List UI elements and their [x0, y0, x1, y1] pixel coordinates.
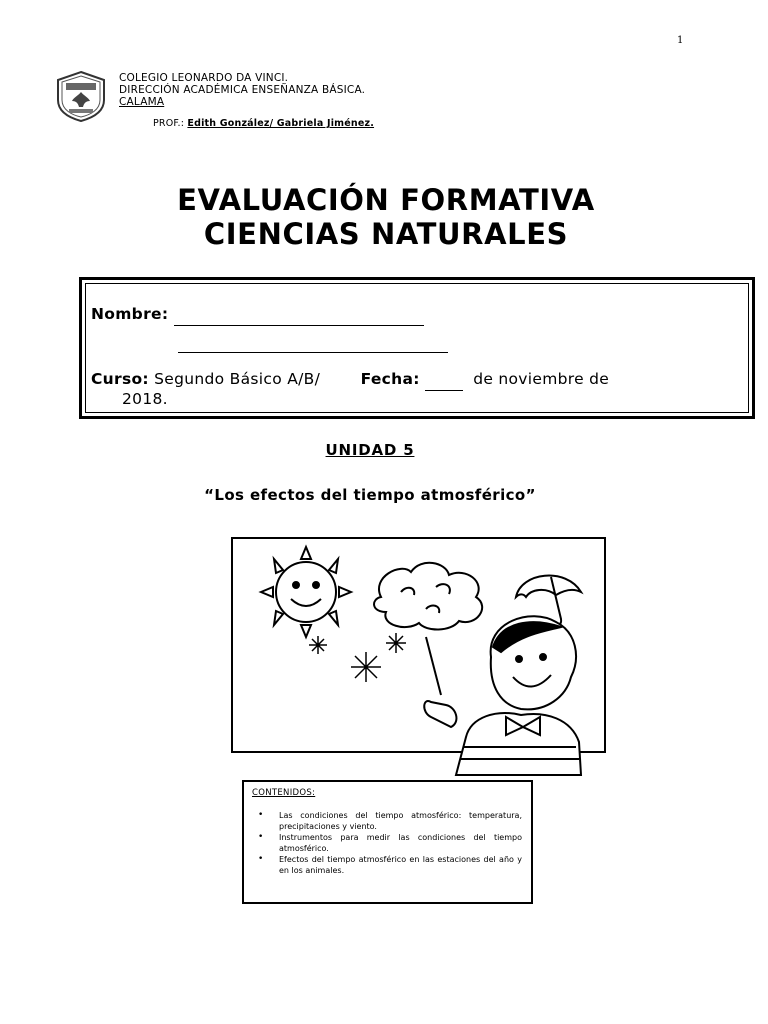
- contents-list: [254, 810, 522, 876]
- contents-title: CONTENIDOS:: [252, 788, 316, 798]
- title-line-2: CIENCIAS NATURALES: [203, 217, 569, 251]
- name-blank-2[interactable]: [178, 334, 448, 353]
- date-suffix: de noviembre de: [473, 370, 610, 388]
- title-line-1: EVALUACIÓN FORMATIVA: [177, 183, 595, 217]
- school-header: [119, 72, 365, 108]
- name-row-2: [178, 332, 448, 353]
- school-name: COLEGIO LEONARDO DA VINCI.: [119, 72, 289, 84]
- teacher-names: Edith González/ Gabriela Jiménez.: [187, 118, 375, 129]
- unit-heading: UNIDAD 5: [325, 441, 415, 459]
- contents-item-1: • Las condiciones del tiempo atmosférico: temperatura, precipitaciones y viento.: [254, 810, 522, 832]
- date-label: Fecha:: [360, 370, 420, 388]
- page-number: 1: [677, 35, 684, 46]
- name-row: [91, 305, 424, 326]
- contents-item-3: • Efectos del tiempo atmosférico en las estaciones del año y en los animales.: [254, 854, 522, 876]
- name-blank[interactable]: [174, 307, 424, 326]
- school-crest-logo: [54, 70, 108, 122]
- teachers-line: [153, 118, 374, 129]
- student-info-inner-border: [85, 283, 749, 413]
- course-row: [91, 370, 746, 391]
- date-year: 2018.: [122, 390, 168, 408]
- contents-item-2: • Instrumentos para medir las condiciones del tiempo atmosférico.: [254, 832, 522, 854]
- year-row: [122, 390, 168, 408]
- unit-subtitle: “Los efectos del tiempo atmosférico”: [204, 486, 536, 504]
- academic-direction: DIRECCIÓN ACADÉMICA ENSEÑANZA BÁSICA.: [119, 84, 366, 96]
- course-value: Segundo Básico A/B/: [154, 370, 321, 388]
- course-label: Curso:: [91, 370, 149, 388]
- student-info-box: [79, 277, 755, 419]
- name-label: Nombre:: [91, 305, 169, 323]
- school-city: CALAMA: [119, 96, 165, 108]
- document-title: [0, 183, 768, 251]
- contents-box: [242, 780, 533, 904]
- weather-illustration: [231, 537, 606, 777]
- prof-label: PROF.:: [153, 118, 185, 129]
- date-day-blank[interactable]: [425, 372, 463, 391]
